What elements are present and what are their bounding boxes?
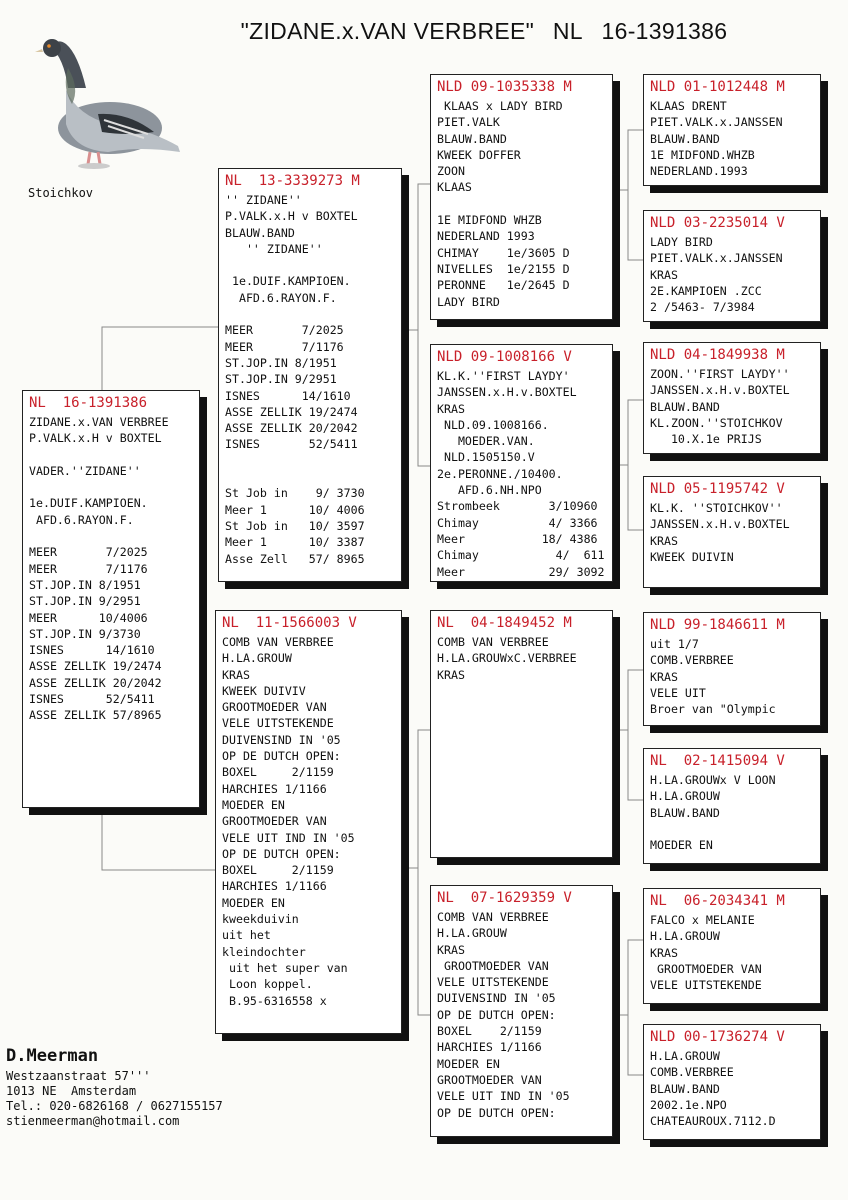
ring-number: NLD 04-1849938 M: [650, 347, 785, 363]
card-text: COMB VAN VERBREE H.LA.GROUW KRAS GROOTMOEDER VAN VELE UITSTEKENDE DUIVENSIND IN '05 OP DE DUTCH OPEN: BOXEL 2/1159 HARCHIES 1/1166 MOEDER EN GROOTMOEDER VAN VELE UIT IND IN '05 OP DE DUTCH OPEN:: [437, 910, 570, 1120]
card-sire: [218, 168, 402, 582]
card-dds: [643, 888, 821, 1004]
ring-number: NLD 00-1736274 V: [650, 1029, 785, 1045]
ring-number: NL 07-1629359 V: [437, 890, 572, 906]
card-ddd: [643, 1024, 821, 1140]
ring-number: NLD 09-1035338 M: [437, 79, 572, 95]
card-text: ZIDANE.x.VAN VERBREE P.VALK.x.H v BOXTEL VADER.''ZIDANE'' 1e.DUIF.KAMPIOEN. AFD.6.RAYON.F. MEER 7/2025 MEER 7/1176 ST.JOP.IN 8/1951 ST.JOP.IN 9/2951 MEER 10/4006 ST.JOP.IN 9/3730 ISNES 14/1610 ASSE ZELLIK 19/2474 ASSE ZELLIK 20/2042 ISNES 52/5411 ASSE ZELLIK 57/8965: [29, 415, 169, 723]
card-dam: [215, 610, 402, 1034]
card-sds: [643, 342, 821, 454]
breeder-address-1: Westzaanstraat 57''': [6, 1069, 151, 1083]
ring-number: NLD 09-1008166 V: [437, 349, 572, 365]
card-text: uit 1/7 COMB.VERBREE KRAS VELE UIT Broer van "Olympic: [650, 637, 776, 717]
card-dsd: [643, 748, 821, 864]
title-ring: 16-1391386: [601, 18, 728, 44]
card-text: KLAAS x LADY BIRD PIET.VALK BLAUW.BAND KWEEK DOFFER ZOON KLAAS 1E MIDFOND WHZB NEDERLAND 1993 CHIMAY 1e/3605 D NIVELLES 1e/2155 D PERONNE 1e/2645 D LADY BIRD: [437, 99, 570, 309]
ring-number: NLD 03-2235014 V: [650, 215, 785, 231]
card-text: LADY BIRD PIET.VALK.x.JANSSEN KRAS 2E.KAMPIOEN .ZCC 2 /5463- 7/3984: [650, 235, 783, 315]
card-dss: [643, 612, 821, 726]
breeder-name: D.Meerman: [6, 1046, 99, 1066]
card-sdd: [643, 476, 821, 588]
card-dam-sire: [430, 610, 613, 858]
card-subject: [22, 390, 200, 808]
ring-number: NL 02-1415094 V: [650, 753, 785, 769]
card-sire-dam: [430, 344, 613, 582]
ring-number: NL 13-3339273 M: [225, 173, 360, 189]
card-sss: [643, 74, 821, 186]
breeder-info: [6, 1046, 223, 1129]
title-name: "ZIDANE.x.VAN VERBREE": [240, 18, 535, 44]
breeder-address-2: 1013 NE Amsterdam: [6, 1084, 137, 1098]
card-text: FALCO x MELANIE H.LA.GROUW KRAS GROOTMOEDER VAN VELE UITSTEKENDE: [650, 913, 762, 993]
card-text: KLAAS DRENT PIET.VALK.x.JANSSEN BLAUW.BAND 1E MIDFOND.WHZB NEDERLAND.1993: [650, 99, 783, 179]
ring-number: NLD 01-1012448 M: [650, 79, 785, 95]
card-text: KL.K.''FIRST LAYDY' JANSSEN.x.H.v.BOXTEL KRAS NLD.09.1008166. MOEDER.VAN. NLD.1505150.V 2e.PERONNE./10400. AFD.6.NH.NPO Strombeek 3/10960 Chimay 4/ 3366 Meer 18/ 4386 Chimay 4/ 611 Meer 29/ 3092: [437, 369, 605, 579]
card-ssd: [643, 210, 821, 322]
card-dam-dam: [430, 885, 613, 1137]
card-text: COMB VAN VERBREE H.LA.GROUW KRAS KWEEK DUIVIV GROOTMOEDER VAN VELE UITSTEKENDE DUIVENSIND IN '05 OP DE DUTCH OPEN: BOXEL 2/1159 HARCHIES 1/1166 MOEDER EN GROOTMOEDER VAN VELE UIT IND IN '05 OP DE DUTCH OPEN: BOXEL 2/1159 HARCHIES 1/1166 MOEDER EN kweekduivin uit het kleindochter uit het super van Loon koppel. B.95-6316558 x: [222, 635, 355, 1008]
card-text: '' ZIDANE'' P.VALK.x.H v BOXTEL BLAUW.BAND '' ZIDANE'' 1e.DUIF.KAMPIOEN. AFD.6.RAYON.F. MEER 7/2025 MEER 7/1176 ST.JOP.IN 8/1951 ST.JOP.IN 9/2951 ISNES 14/1610 ASSE ZELLIK 19/2474 ASSE ZELLIK 20/2042 ISNES 52/5411 St Job in 9/ 3730 Meer 1 10/ 4006 St Job in 10/ 3597 Meer 1 10/ 3387 Asse Zell 57/ 8965: [225, 193, 365, 566]
ring-number: NL 16-1391386: [29, 395, 148, 411]
card-text: H.LA.GROUWx V LOON H.LA.GROUW BLAUW.BAND MOEDER EN: [650, 773, 776, 853]
card-text: H.LA.GROUW COMB.VERBREE BLAUW.BAND 2002.1e.NPO CHATEAUROUX.7112.D: [650, 1049, 776, 1129]
breeder-phone: Tel.: 020-6826168 / 0627155157: [6, 1099, 223, 1113]
ring-number: NLD 99-1846611 M: [650, 617, 785, 633]
ring-number: NL 06-2034341 M: [650, 893, 785, 909]
card-text: ZOON.''FIRST LAYDY'' JANSSEN.x.H.v.BOXTEL BLAUW.BAND KL.ZOON.''STOICHKOV 10.X.1e PRIJS: [650, 367, 790, 447]
card-text: COMB VAN VERBREE H.LA.GROUWxC.VERBREE KRAS: [437, 635, 577, 682]
breeder-email: stienmeerman@hotmail.com: [6, 1114, 180, 1128]
title-country: NL: [552, 18, 583, 44]
card-text: KL.K. ''STOICHKOV'' JANSSEN.x.H.v.BOXTEL KRAS KWEEK DUIVIN: [650, 501, 790, 564]
ring-number: NL 11-1566003 V: [222, 615, 357, 631]
ring-number: NL 04-1849452 M: [437, 615, 572, 631]
ring-number: NLD 05-1195742 V: [650, 481, 785, 497]
photo-caption: Stoichkov: [28, 186, 94, 200]
card-sire-sire: [430, 74, 613, 320]
